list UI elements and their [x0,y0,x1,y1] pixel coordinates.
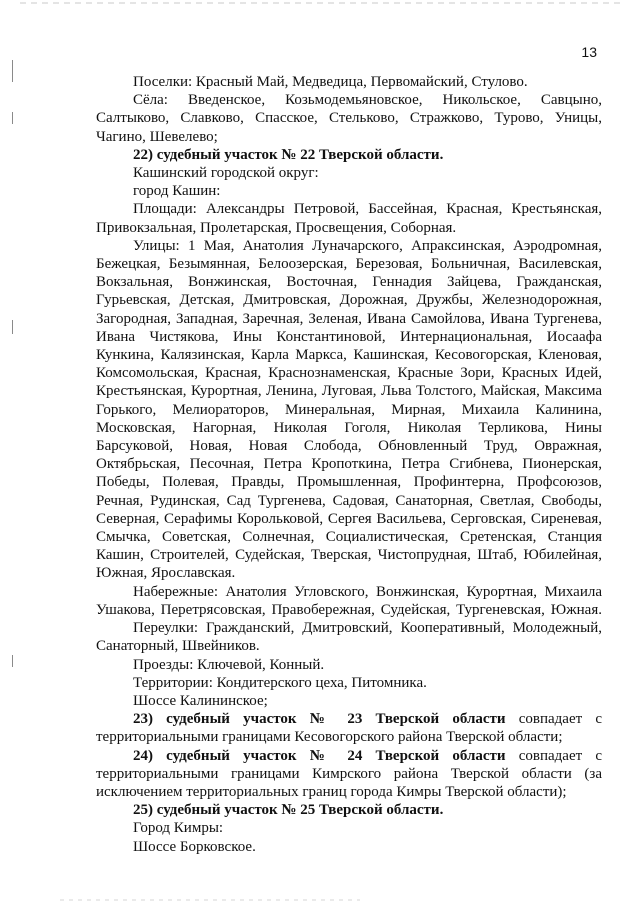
bold-heading: 23) судебный участок № 23 Тверской области [133,711,506,728]
text-line [96,783,602,801]
text-line [96,437,602,455]
line-text: Горького, Мелиораторов, Минеральная, Мирная, Михаила Калинина, [96,401,602,418]
text-line [96,73,602,91]
text-line [96,128,602,146]
line-text: Поселки: Красный Май, Медведица, Первомайский, Стулово. [133,74,528,90]
line-text: Крестьянская, Курортная, Ленина, Луговая, Льва Толстого, Майская, Максима [96,383,602,400]
text-line [96,146,602,164]
text-line [96,637,602,655]
line-text: Южная, Ярославская. [96,565,236,582]
text-line [96,819,602,837]
line-text: Гурьевская, Детская, Дмитровская, Дорожная, Дружбы, Железнодорожная, [96,292,602,309]
page-number: 13 [581,44,597,60]
line-text: Шоссе Борковское. [133,838,256,855]
line-text: Город Кимры: [133,820,224,837]
bold-heading: 24) судебный участок № 24 Тверской области [133,747,506,764]
text-line [96,164,602,182]
text-line [96,838,602,856]
line-text: Кашинский городской округ: [133,165,319,182]
line-text: Территории: Кондитерского цеха, Питомника. [133,674,427,691]
text-line [96,346,602,364]
line-text: Площади: Александры Петровой, Бассейная, Красная, Крестьянская, [133,201,602,218]
line-text: Кашин, Строителей, Судейская, Тверская, Чистопрудная, Штаб, Юбилейная, [96,547,602,564]
text-line [96,382,602,400]
scan-artifact-bottom [60,899,360,901]
line-text: Улицы: 1 Мая, Анатолия Луначарского, Апраксинская, Аэродромная, [133,237,602,254]
text-line [96,674,602,692]
text-line [96,364,602,382]
line-text: Санаторный, Швейников. [96,638,260,655]
line-text: Речная, Рудинская, Сад Тургенева, Садовая, Санаторная, Светлая, Свободы, [96,492,602,509]
line-text: город Кашин: [133,183,221,200]
line-text: территориальными границами Кимрского района Тверской области (за [96,765,602,782]
line-text: Бежецкая, Безымянная, Белоозерская, Березовая, Больничная, Василевская, [96,256,602,273]
line-text: Кункина, Калязинская, Карла Маркса, Кашинская, Кесовогорская, Кленовая, [96,347,602,364]
text-line [96,492,602,510]
line-text: Привокзальная, Пролетарская, Просвещения, Соборная. [96,219,457,236]
text-line [96,237,602,255]
text-line [96,328,602,346]
margin-mark [12,320,13,334]
text-line [96,200,602,218]
document-body [96,73,602,856]
line-text: Комсомольская, Красная, Краснознаменская, Красные Зори, Красных Идей, [96,365,602,382]
text-line [96,419,602,437]
line-text: Октябрьская, Песочная, Петра Кропоткина, Петра Сгибнева, Пионерская, [96,456,602,473]
margin-mark [12,655,13,667]
line-text: Вокзальная, Вонжинская, Восточная, Геннадия Зайцева, Гражданская, [96,274,602,291]
text-line [96,109,602,127]
text-line [96,564,602,582]
text-line [96,455,602,473]
line-text: Проезды: Ключевой, Конный. [133,656,325,673]
text-line [96,692,602,710]
text-line [96,255,602,273]
line-text: Победы, Полевая, Правды, Промышленная, Профинтерна, Профсоюзов, [96,474,602,491]
line-text: Северная, Серафимы Корольковой, Сергея Васильева, Серговская, Сиреневая, [96,510,602,527]
text-line [96,583,602,601]
line-text: исключением территориальных границ города Кимры Тверской области); [96,783,567,800]
text-line [96,291,602,309]
line-text: Загородная, Западная, Заречная, Зеленая, Ивана Самойлова, Ивана Тургенева, [96,310,602,327]
line-text: Барсуковой, Новая, Новая Слобода, Обновленный Труд, Овражная, [96,438,602,455]
line-text: территориальными границами Кесовогорского района Тверской области; [96,729,563,746]
line-rest: совпадает с [505,747,602,764]
line-text: Салтыково, Славково, Спасское, Стельково, Стражково, Турово, Уницы, [96,110,602,127]
text-line [96,182,602,200]
text-line [96,473,602,491]
line-text: Смычка, Советская, Солнечная, Социалистическая, Сретенская, Станция [96,529,602,546]
bold-heading: 25) судебный участок № 25 Тверской области. [133,802,444,819]
text-line [96,528,602,546]
line-text: Сёла: Введенское, Козьмодемьяновское, Никольское, Савцыно, [133,92,602,109]
line-text: Чагино, Шевелево; [96,128,218,145]
line-text: Набережные: Анатолия Угловского, Вонжинская, Курортная, Михаила [133,583,602,600]
bold-heading: 22) судебный участок № 22 Тверской области. [133,146,444,163]
text-line [96,601,602,619]
text-line [96,273,602,291]
text-line [96,310,602,328]
text-line [96,546,602,564]
line-text: Переулки: Гражданский, Дмитровский, Кооперативный, Молодежный, [133,620,602,637]
text-line [96,401,602,419]
text-line [96,710,602,728]
line-text: Шоссе Калининское; [133,692,268,709]
scan-artifact-top [20,2,620,4]
line-text: Московская, Нагорная, Николая Гоголя, Николая Терликова, Нины [96,419,602,436]
margin-mark [12,112,13,124]
text-line [96,91,602,109]
margin-mark [12,60,13,82]
line-text: Ушакова, Перетрясовская, Правобережная, Судейская, Тургеневская, Южная. [96,601,602,618]
text-line [96,656,602,674]
line-rest: совпадает с [505,711,602,728]
line-text: Ивана Чистякова, Ины Константиновой, Интернациональная, Иосаафа [96,328,602,345]
text-line [96,219,602,237]
text-line [96,801,602,819]
text-line [96,728,602,746]
text-line [96,765,602,783]
text-line [96,619,602,637]
text-line [96,747,602,765]
text-line [96,510,602,528]
